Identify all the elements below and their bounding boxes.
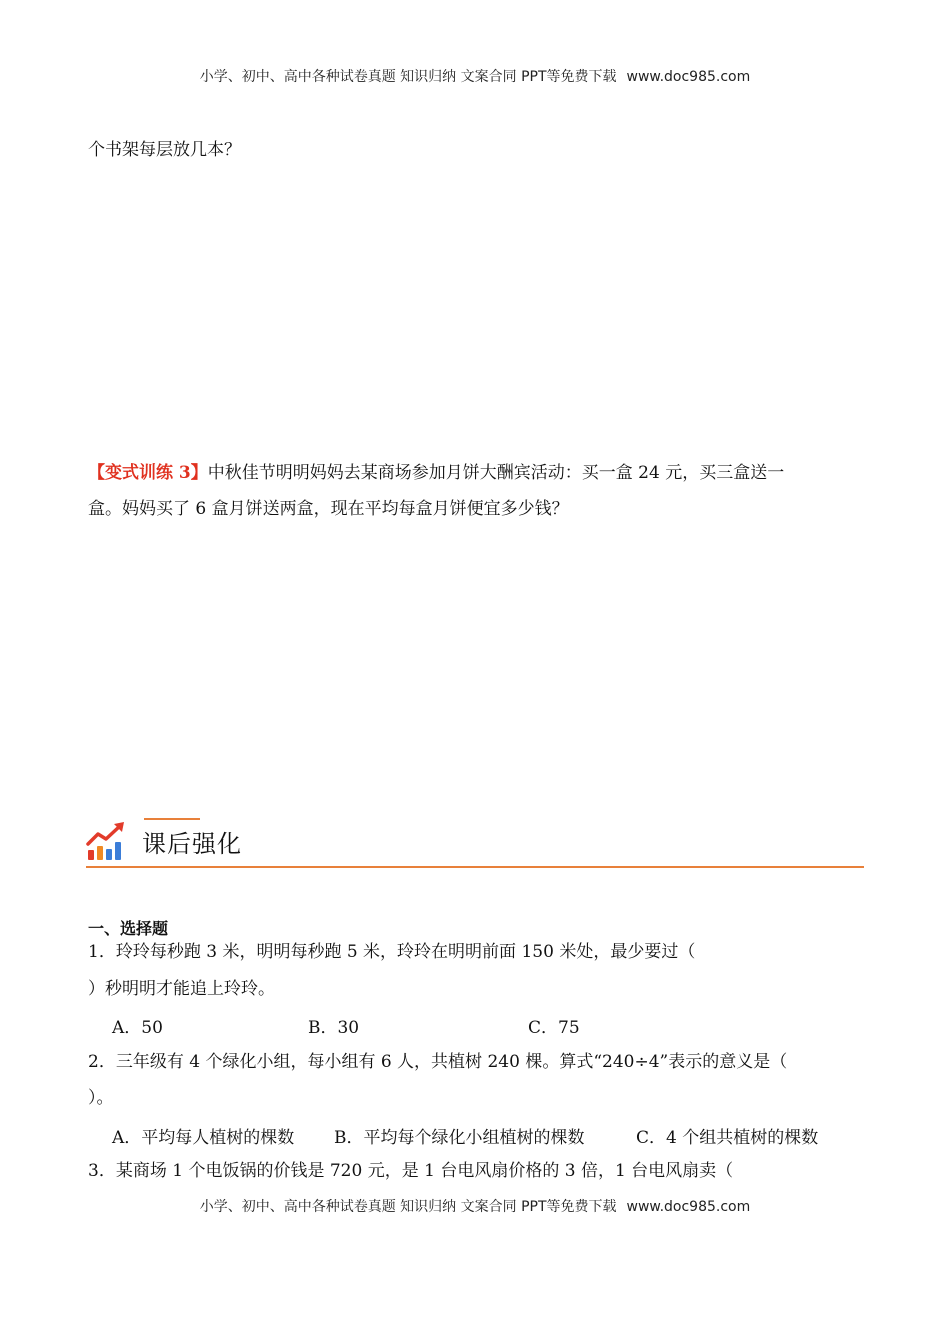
q2-option-c[interactable]: C．4 个组共植树的棵数 [636,1128,819,1148]
q2-option-b[interactable]: B．平均每个绿化小组植树的棵数 [334,1128,585,1148]
q1-option-b[interactable]: B．30 [308,1018,360,1038]
q1-line1: 1．玲玲每秒跑 3 米，明明每秒跑 5 米，玲玲在明明前面 150 米处，最少要过（ [88,942,696,962]
q2-line1: 2．三年级有 4 个绿化小组，每小组有 6 人，共植树 240 棵。算式“240÷4”表示的意义是（ [88,1052,788,1072]
prev-question-tail: 个书架每层放几本？ [88,140,241,160]
q2-option-a[interactable]: A．平均每人植树的棵数 [112,1128,295,1148]
page-header [0,66,950,86]
variant3-line1 [88,462,784,484]
part1-heading: 一、选择题 [88,919,169,938]
growth-chart-icon [86,822,128,862]
q1-line2: ）秒明明才能追上玲玲。 [88,979,275,999]
section-title: 课后强化 [142,824,242,859]
q2-line2: ）。 [88,1088,114,1108]
page-footer [0,1196,950,1216]
header-text: 小学、初中、高中各种试卷真题 知识归纳 文案合同 PPT等免费下载 [199,69,617,85]
section-header [86,816,864,868]
variant3-tag: 【变式训练 3】 [88,463,208,483]
footer-text: 小学、初中、高中各种试卷真题 知识归纳 文案合同 PPT等免费下载 [199,1199,617,1215]
q1-option-a[interactable]: A．50 [112,1018,163,1038]
footer-url[interactable]: www.doc985.com [626,1199,751,1215]
q3-line1: 3．某商场 1 个电饭锅的价钱是 720 元，是 1 台电风扇价格的 3 倍，1 台电风扇卖（ [88,1161,734,1181]
variant3-line2: 盒。妈妈买了 6 盒月饼送两盒，现在平均每盒月饼便宜多少钱？ [88,499,569,519]
header-url[interactable]: www.doc985.com [626,69,751,85]
variant3-text1: 中秋佳节明明妈妈去某商场参加月饼大酬宾活动：买一盒 24 元，买三盒送一 [207,463,785,483]
q1-option-c[interactable]: C．75 [528,1018,580,1038]
